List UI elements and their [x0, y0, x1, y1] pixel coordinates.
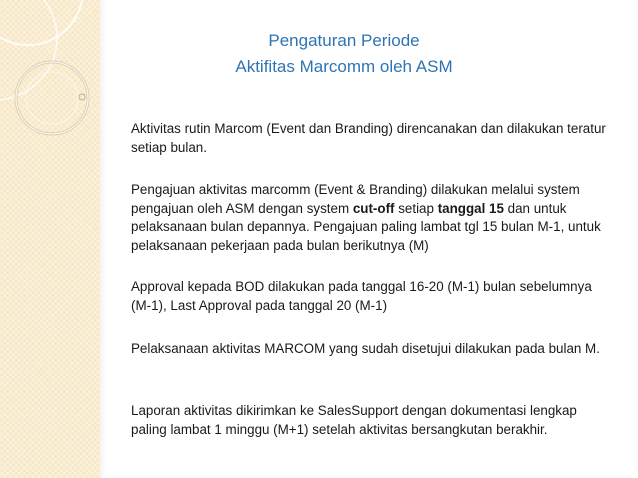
paragraph-routine-activity: Aktivitas rutin Marcom (Event dan Branding) direncanakan dan dilakukan teratur setiap bulan.	[131, 121, 606, 155]
band-shadow	[100, 0, 106, 478]
p2-text-a: Pengajuan aktivitas marcomm (Event & Branding) dilakukan melalui system pengajuan oleh ASM dengan system	[131, 182, 580, 216]
p2-date-bold: tanggal 15	[437, 200, 504, 216]
slide-title: Pengaturan Periode	[268, 31, 420, 50]
paragraph-execution: Pelaksanaan aktivitas MARCOM yang sudah disetujui dilakukan pada bulan M.	[131, 341, 600, 356]
paragraph-submission	[131, 181, 611, 255]
decorative-side-band	[0, 0, 100, 478]
paragraph-approval: Approval kepada BOD dilakukan pada tanggal 16-20 (M-1) bulan sebelumnya (M-1), Last Approval pada tanggal 20 (M-1)	[131, 279, 592, 313]
p2-cutoff-bold: cut-off	[352, 200, 395, 216]
p2-text-e: dan untuk pelaksanaan bulan depannya. Pengajuan paling lambat tgl 15 bulan M-1, untuk pelaksanaan pekerjaan pada bulan berikutnya (M)	[131, 200, 601, 253]
paragraph-report: Laporan aktivitas dikirimkan ke SalesSupport dengan dokumentasi lengkap paling lambat 1 minggu (M+1) setelah aktivitas bersangkutan berakhir.	[131, 403, 577, 437]
slide-subtitle: Aktifitas Marcomm oleh ASM	[235, 57, 453, 76]
p2-text-c: setiap	[394, 200, 438, 216]
